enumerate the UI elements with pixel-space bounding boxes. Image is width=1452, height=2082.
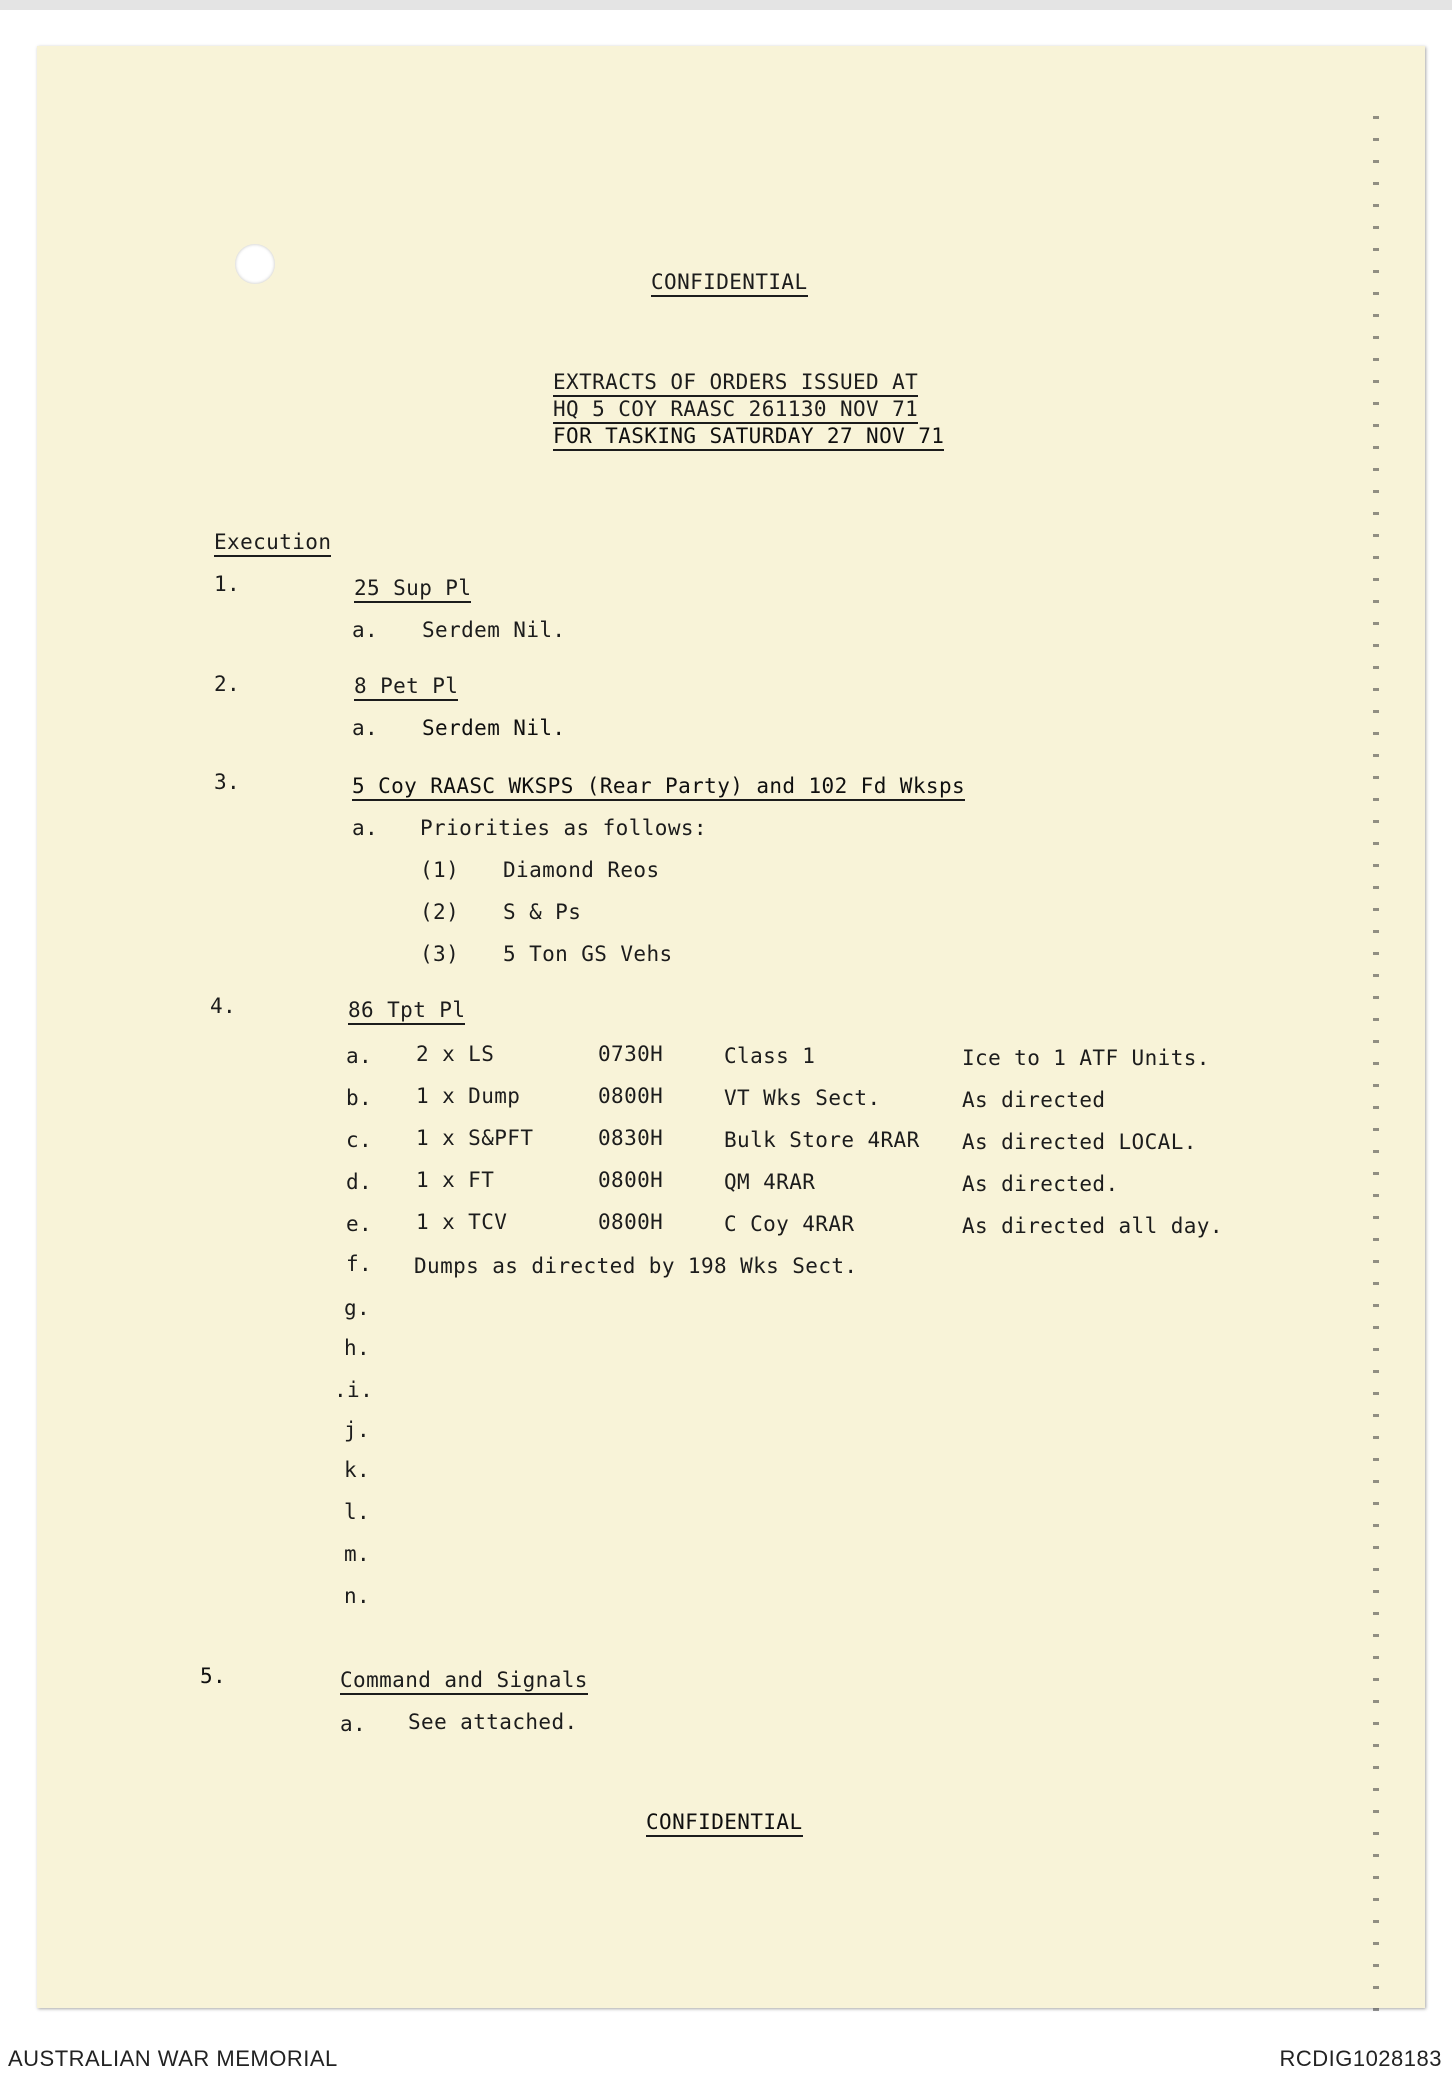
task-d-vehicle: 1 x FT [416, 1168, 495, 1192]
letter-m: m. [344, 1542, 371, 1566]
execution-heading: Execution [214, 532, 331, 557]
item-1-title: 25 Sup Pl [354, 578, 471, 603]
letter-h: h. [344, 1336, 371, 1360]
item-3-title: 5 Coy RAASC WKSPS (Rear Party) and 102 Fd Wksps [352, 776, 965, 801]
item-2-title: 8 Pet Pl [354, 676, 458, 701]
letter-n: n. [344, 1584, 371, 1608]
item-5-sub-letter: a. [340, 1712, 367, 1736]
task-e-time: 0800H [598, 1210, 664, 1234]
task-b-letter: b. [346, 1086, 373, 1110]
title-line-2: HQ 5 COY RAASC 261130 NOV 71 [553, 399, 918, 424]
task-f-text: Dumps as directed by 198 Wks Sect. [414, 1254, 858, 1278]
letter-i: .i. [334, 1378, 374, 1402]
task-a-time: 0730H [598, 1042, 664, 1066]
top-border [0, 0, 1452, 10]
item-4-number: 4. [210, 994, 237, 1018]
priority-3-text: 5 Ton GS Vehs [503, 942, 673, 966]
task-b-time: 0800H [598, 1084, 664, 1108]
task-d-letter: d. [346, 1170, 373, 1194]
item-5-title: Command and Signals [340, 1670, 588, 1695]
classification-top: CONFIDENTIAL [651, 272, 808, 297]
task-a-letter: a. [346, 1044, 373, 1068]
page-edge-marks [1373, 116, 1379, 2026]
task-e-note: As directed all day. [962, 1214, 1223, 1238]
task-c-time: 0830H [598, 1126, 664, 1150]
footer-id: RCDIG1028183 [1279, 2046, 1442, 2071]
item-2-sub-text: Serdem Nil. [422, 716, 566, 740]
task-a-destination: Class 1 [724, 1044, 816, 1068]
task-b-destination: VT Wks Sect. [724, 1086, 881, 1110]
letter-g: g. [344, 1296, 371, 1320]
title-line-3: FOR TASKING SATURDAY 27 NOV 71 [553, 426, 944, 451]
item-1-sub-text: Serdem Nil. [422, 618, 566, 642]
task-d-destination: QM 4RAR [724, 1170, 816, 1194]
task-e-vehicle: 1 x TCV [416, 1210, 508, 1234]
item-3-sub-letter: a. [352, 816, 379, 840]
task-b-note: As directed [962, 1088, 1106, 1112]
item-5-number: 5. [200, 1664, 227, 1688]
letter-k: k. [344, 1458, 371, 1482]
item-1-sub-letter: a. [352, 618, 379, 642]
priority-2-text: S & Ps [503, 900, 582, 924]
footer-source: AUSTRALIAN WAR MEMORIAL [8, 2046, 338, 2071]
priority-3-number: (3) [420, 942, 460, 966]
priority-2-number: (2) [420, 900, 460, 924]
task-e-destination: C Coy 4RAR [724, 1212, 855, 1236]
title-line-1: EXTRACTS OF ORDERS ISSUED AT [553, 372, 918, 397]
task-c-note: As directed LOCAL. [962, 1130, 1197, 1154]
task-c-destination: Bulk Store 4RAR [724, 1128, 920, 1152]
punch-hole [235, 244, 275, 284]
item-2-sub-letter: a. [352, 716, 379, 740]
priority-1-text: Diamond Reos [503, 858, 660, 882]
item-3-number: 3. [214, 770, 241, 794]
task-b-vehicle: 1 x Dump [416, 1084, 521, 1108]
item-3-sub-text: Priorities as follows: [420, 816, 707, 840]
letter-j: j. [344, 1418, 371, 1442]
document-page [37, 46, 1425, 2008]
task-a-note: Ice to 1 ATF Units. [962, 1046, 1210, 1070]
item-2-number: 2. [214, 672, 241, 696]
task-f-letter: f. [346, 1252, 373, 1276]
item-5-sub-text: See attached. [408, 1710, 578, 1734]
task-a-vehicle: 2 x LS [416, 1042, 495, 1066]
task-e-letter: e. [346, 1212, 373, 1236]
task-d-time: 0800H [598, 1168, 664, 1192]
item-1-number: 1. [214, 572, 241, 596]
letter-l: l. [344, 1500, 371, 1524]
task-c-letter: c. [346, 1128, 373, 1152]
task-d-note: As directed. [962, 1172, 1119, 1196]
task-c-vehicle: 1 x S&PFT [416, 1126, 534, 1150]
classification-bottom: CONFIDENTIAL [646, 1812, 803, 1837]
item-4-title: 86 Tpt Pl [348, 1000, 465, 1025]
priority-1-number: (1) [420, 858, 460, 882]
